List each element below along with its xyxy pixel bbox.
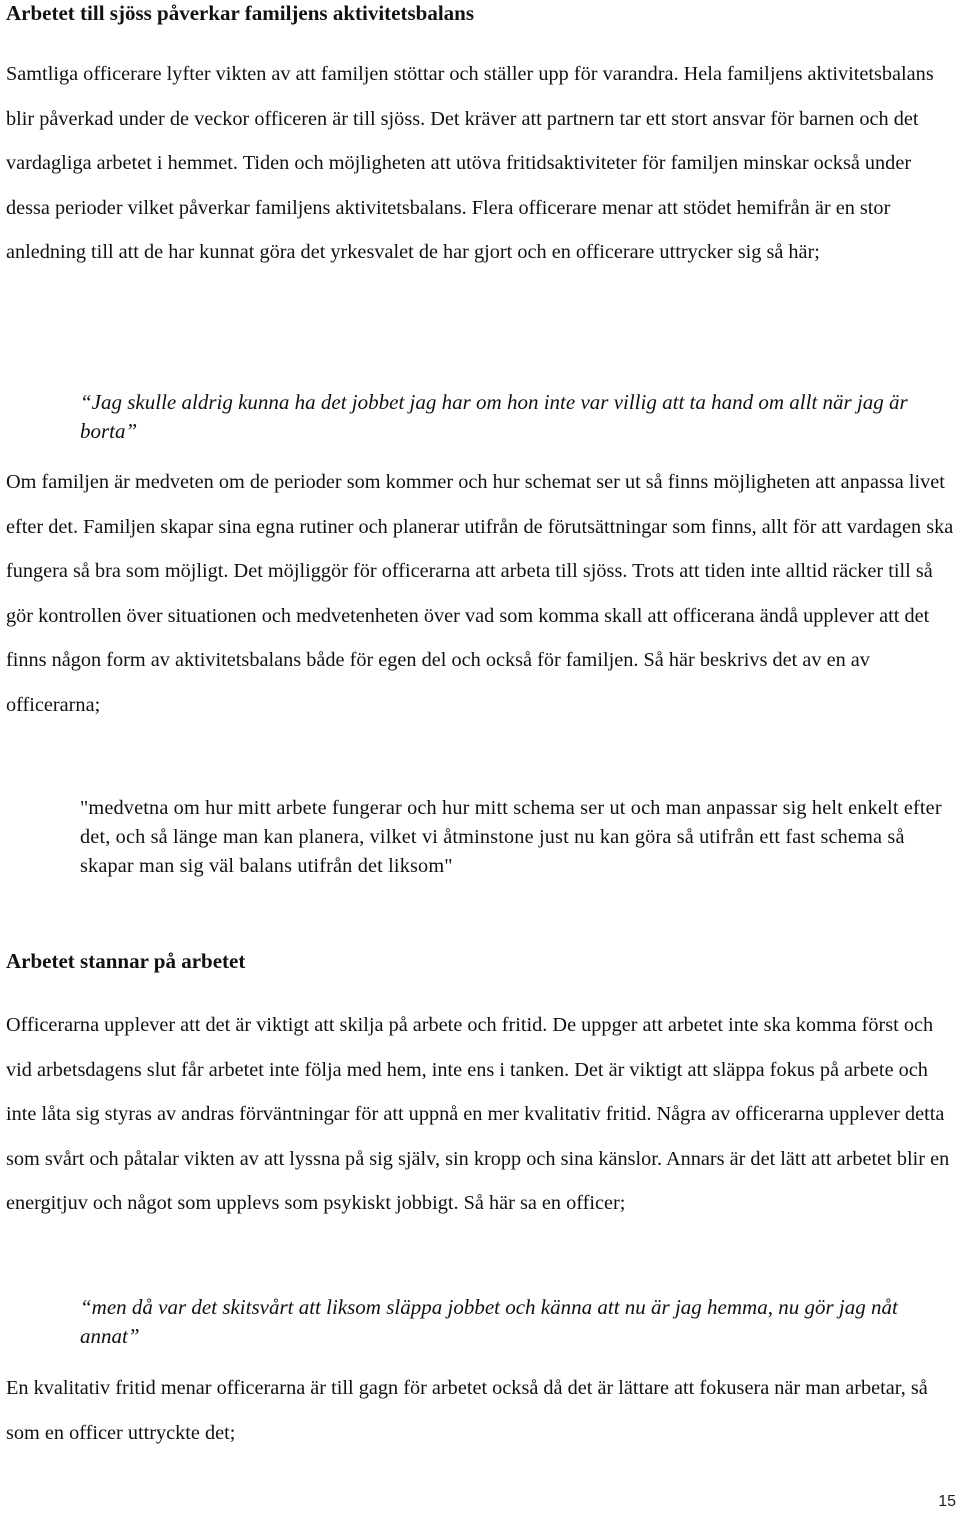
paragraph-work-leisure-separation: Officerarna upplever att det är viktigt att skilja på arbete och fritid. De uppger att arbetet inte ska komma först och vid arbetsdagens slut får arbetet inte följa med hem, inte ens i tanken. Det är viktigt att släppa fokus på arbete och inte låta sig styras av andras förväntningar för att uppnå en mer kvalitativ fritid. Några av officerarna upplever detta som svårt och påtalar vikten av att lyssna på sig själv, sin kropp och sina känslor. Annars är det lätt att arbetet blir en energitjuv och något som upplevs som psykiskt jobbigt. Så här sa en officer; — [6, 1014, 950, 1214]
paragraph-family-routines: Om familjen är medveten om de perioder som kommer och hur schemat ser ut så finns möjligheten att anpassa livet efter det. Familjen skapar sina egna rutiner och planerar utifrån de förutsättningar som finns, allt för att vardagen ska fungera så bra som möjligt. Det möjliggör för officerarna att arbeta till sjöss. Trots att tiden inte alltid räcker till så gör kontrollen över situationen och medvetenheten över vad som komma skall att officerana ändå upplever att det finns någon form av aktivitetsbalans både för egen del och också för familjen. Så här beskrivs det av en av officerarna; — [6, 471, 954, 716]
quote-hard-to-let-go: “men då var det skitsvårt att liksom släppa jobbet och känna att nu är jag hemma, nu gör jag nåt annat” — [80, 1295, 898, 1348]
page-number: 15 — [938, 1493, 956, 1510]
quote-partner-support: “Jag skulle aldrig kunna ha det jobbet jag har om hon inte var villig att ta hand om allt när jag är borta” — [80, 390, 908, 443]
paragraph-family-support: Samtliga officerare lyfter vikten av att familjen stöttar och ställer upp för varandra. Hela familjens aktivitetsbalans blir påverkad under de veckor officeren är till sjöss. Det kräver att partnern tar ett stort ansvar för barnen och det vardagliga arbetet i hemmet. Tiden och möjligheten att utöva fritidsaktiviteter för familjen minskar också under dessa perioder vilket påverkar familjens aktivitetsbalans. Flera officerare menar att stödet hemifrån är en stor anledning till att de har kunnat göra det yrkesvalet de har gjort och en officerare uttrycker sig så här; — [6, 63, 934, 263]
section-heading-aktivitetsbalans: Arbetet till sjöss påverkar familjens aktivitetsbalans — [6, 1, 474, 25]
section-heading-arbetet-stannar: Arbetet stannar på arbetet — [6, 949, 246, 973]
paragraph-quality-leisure: En kvalitativ fritid menar officerarna är till gagn för arbetet också då det är lättare att fokusera när man arbetar, så som en officer uttryckte det; — [6, 1377, 928, 1444]
quote-schedule-balance: "medvetna om hur mitt arbete fungerar och hur mitt schema ser ut och man anpassar sig helt enkelt efter det, och så länge man kan planera, vilket vi åtminstone just nu kan göra så utifrån ett fast schema så skapar man sig väl balans utifrån det liksom" — [80, 797, 942, 877]
